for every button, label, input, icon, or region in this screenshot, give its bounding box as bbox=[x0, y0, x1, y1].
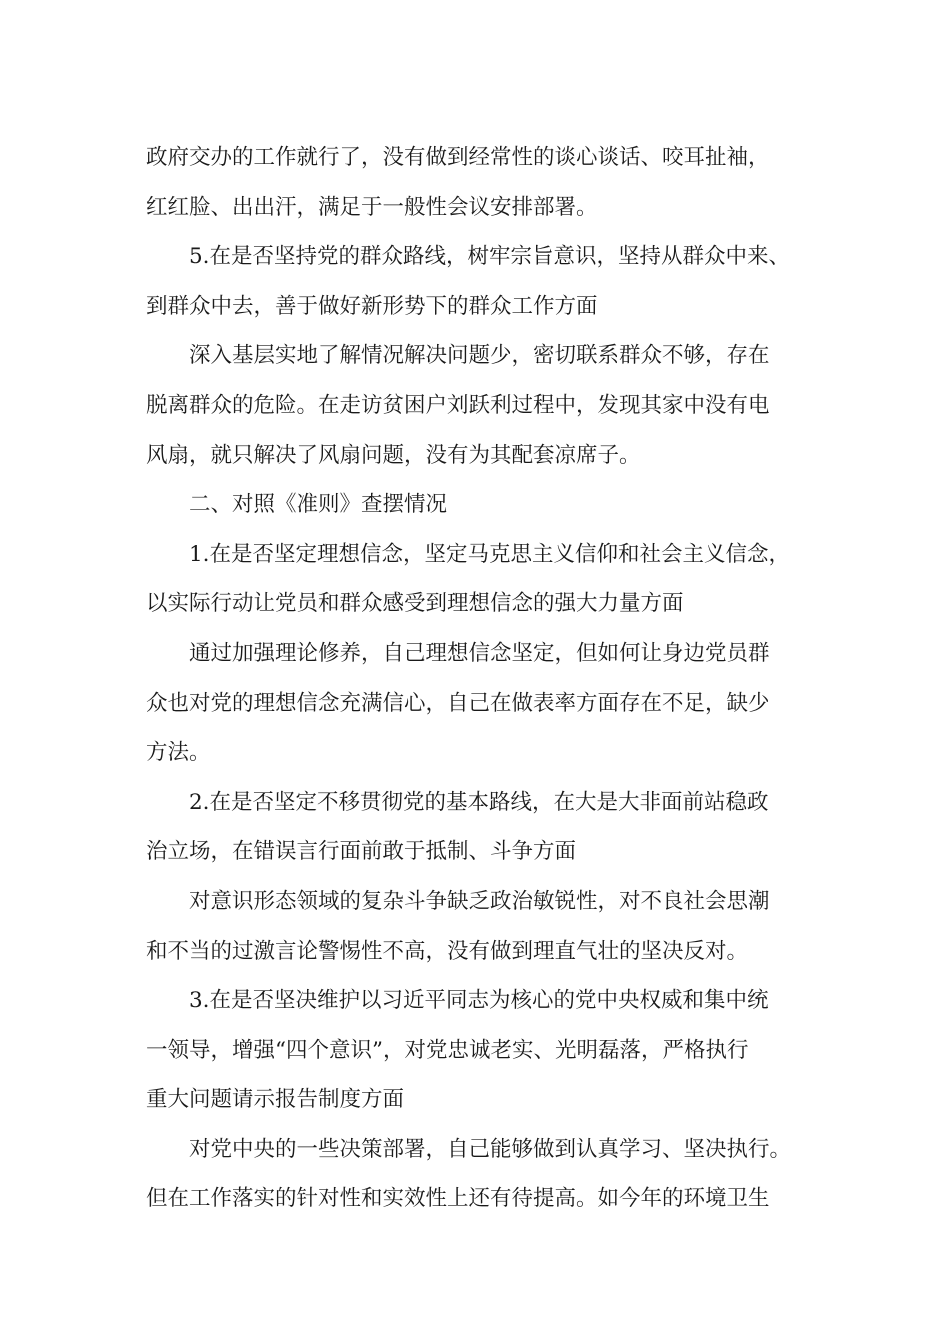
text-line: 通过加强理论修养，自己理想信念坚定，但如何让身边党员群 bbox=[189, 640, 770, 666]
text-line: 红红脸、出出汗，满足于一般性会议安排部署。 bbox=[146, 194, 598, 220]
text-line: 对意识形态领域的复杂斗争缺乏政治敏锐性，对不良社会思潮 bbox=[189, 888, 770, 914]
text-line: 5.在是否坚持党的群众路线，树牢宗旨意识，坚持从群众中来、 bbox=[189, 244, 791, 270]
text-line: 和不当的过激言论警惕性不高，没有做到理直气壮的坚决反对。 bbox=[146, 938, 749, 964]
text-line: 风扇，就只解决了风扇问题，没有为其配套凉席子。 bbox=[146, 442, 641, 468]
text-line: 以实际行动让党员和群众感受到理想信念的强大力量方面 bbox=[146, 591, 684, 617]
text-line: 政府交办的工作就行了，没有做到经常性的谈心谈话、咬耳扯袖， bbox=[146, 145, 770, 170]
text-line: 二、对照《准则》查摆情况 bbox=[189, 492, 448, 518]
text-line: 众也对党的理想信念充满信心，自己在做表率方面存在不足，缺少 bbox=[146, 690, 770, 716]
text-line: 1.在是否坚定理想信念，坚定马克思主义信仰和社会主义信念， bbox=[189, 541, 791, 567]
text-line: 2.在是否坚定不移贯彻党的基本路线，在大是大非面前站稳政 bbox=[189, 789, 769, 815]
text-line: 3.在是否坚决维护以习近平同志为核心的党中央权威和集中统 bbox=[189, 988, 769, 1014]
text-line: 一领导，增强“四个意识”，对党忠诚老实、光明磊落，严格执行 bbox=[146, 1037, 749, 1063]
text-line: 但在工作落实的针对性和实效性上还有待提高。如今年的环境卫生 bbox=[146, 1186, 770, 1212]
document-body bbox=[146, 133, 806, 1224]
text-line: 到群众中去，善于做好新形势下的群众工作方面 bbox=[146, 293, 598, 319]
text-line: 重大问题请示报告制度方面 bbox=[146, 1087, 405, 1113]
text-line: 治立场，在错误言行面前敢于抵制、斗争方面 bbox=[146, 839, 577, 865]
text-line: 深入基层实地了解情况解决问题少，密切联系群众不够，存在 bbox=[189, 343, 770, 369]
text-line: 脱离群众的危险。在走访贫困户刘跃利过程中，发现其家中没有电 bbox=[146, 392, 770, 418]
text-line: 方法。 bbox=[146, 740, 211, 766]
text-line: 对党中央的一些决策部署，自己能够做到认真学习、坚决执行。 bbox=[189, 1136, 792, 1162]
